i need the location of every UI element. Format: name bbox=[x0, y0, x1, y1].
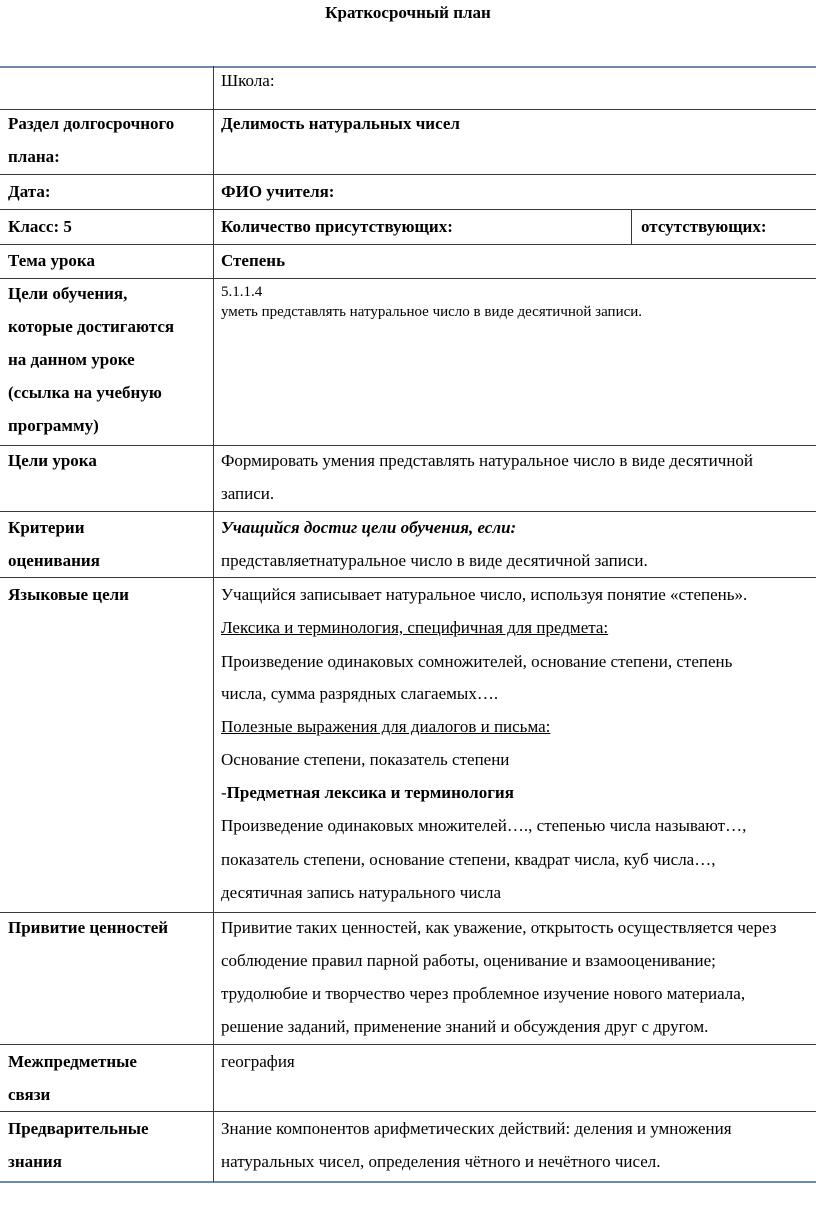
values-text: соблюдение правил парной работы, оценивание и взамооценивание; bbox=[221, 951, 716, 970]
goals-code: 5.1.1.4 bbox=[221, 284, 263, 300]
goals-label: которые достигаются bbox=[8, 317, 175, 336]
subject-heading: Предметная лексика и терминология bbox=[226, 783, 514, 802]
phrases-text: Основание степени, показатель степени bbox=[221, 750, 510, 769]
vocab-text: числа, сумма разрядных слагаемых…. bbox=[221, 684, 499, 703]
criteria-label: Критерии bbox=[8, 518, 85, 537]
topic-value: Степень bbox=[221, 251, 286, 270]
page-title: Краткосрочный план bbox=[325, 3, 491, 22]
language-label: Языковые цели bbox=[8, 585, 129, 604]
values-text: решение заданий, применение знаний и обсуждения друг с другом. bbox=[221, 1017, 709, 1036]
vocab-heading: Лексика и терминология, специфичная для предмета: bbox=[221, 618, 609, 637]
prior-text: натуральных чисел, определения чётного и нечётного чисел. bbox=[221, 1152, 661, 1171]
criteria-label-cont: оценивания bbox=[8, 551, 100, 570]
goals-label: на данном уроке bbox=[8, 350, 135, 369]
goals-text: уметь представлять натуральное число в виде десятичной записи. bbox=[221, 304, 643, 320]
prior-label-cont: знания bbox=[8, 1152, 62, 1171]
present-count-field: Количество присутствующих: bbox=[221, 217, 453, 236]
values-label: Привитие ценностей bbox=[8, 918, 169, 937]
subject-text: Произведение одинаковых множителей…., степенью числа называют…, bbox=[221, 816, 747, 835]
section-label: Раздел долгосрочного bbox=[8, 114, 175, 133]
values-text: трудолюбие и творчество через проблемное изучение нового материала, bbox=[221, 984, 746, 1003]
school-field: Школа: bbox=[221, 71, 275, 90]
section-value: Делимость натуральных чисел bbox=[221, 114, 460, 133]
subject-text: показатель степени, основание степени, квадрат числа, куб числа…, bbox=[221, 850, 716, 869]
criteria-heading: Учащийся достиг цели обучения, если: bbox=[221, 518, 517, 537]
absent-count-field: отсутствующих: bbox=[641, 217, 767, 236]
subject-vocab-line bbox=[221, 776, 514, 809]
criteria-text: представляетнатуральное число в виде десятичной записи. bbox=[221, 551, 648, 570]
lesson-goals-label: Цели урока bbox=[8, 451, 97, 470]
interdisciplinary-label: Межпредметные bbox=[8, 1052, 137, 1071]
subject-prefix: - bbox=[221, 783, 227, 802]
subject-text: десятичная запись натурального числа bbox=[221, 883, 502, 902]
vocab-text: Произведение одинаковых сомножителей, основание степени, степень bbox=[221, 652, 733, 671]
lesson-goals-text: записи. bbox=[221, 484, 275, 503]
lesson-goals-text: Формировать умения представлять натуральное число в виде десятичной bbox=[221, 451, 754, 470]
phrases-heading: Полезные выражения для диалогов и письма: bbox=[221, 717, 551, 736]
interdisciplinary-value: география bbox=[221, 1052, 295, 1071]
section-label-cont: плана: bbox=[8, 147, 60, 166]
teacher-field: ФИО учителя: bbox=[221, 182, 335, 201]
goals-label: (ссылка на учебную bbox=[8, 383, 162, 402]
goals-label: программу) bbox=[8, 416, 99, 435]
topic-label: Тема урока bbox=[8, 251, 95, 270]
prior-label: Предварительные bbox=[8, 1119, 149, 1138]
values-text: Привитие таких ценностей, как уважение, открытость осуществляется через bbox=[221, 918, 777, 937]
prior-text: Знание компонентов арифметических действий: деления и умножения bbox=[221, 1119, 732, 1138]
goals-label: Цели обучения, bbox=[8, 284, 128, 303]
interdisciplinary-label-cont: связи bbox=[8, 1085, 51, 1104]
date-label: Дата: bbox=[8, 182, 51, 201]
class-label: Класс: 5 bbox=[8, 217, 72, 236]
language-line: Учащийся записывает натуральное число, используя понятие «степень». bbox=[221, 585, 748, 604]
